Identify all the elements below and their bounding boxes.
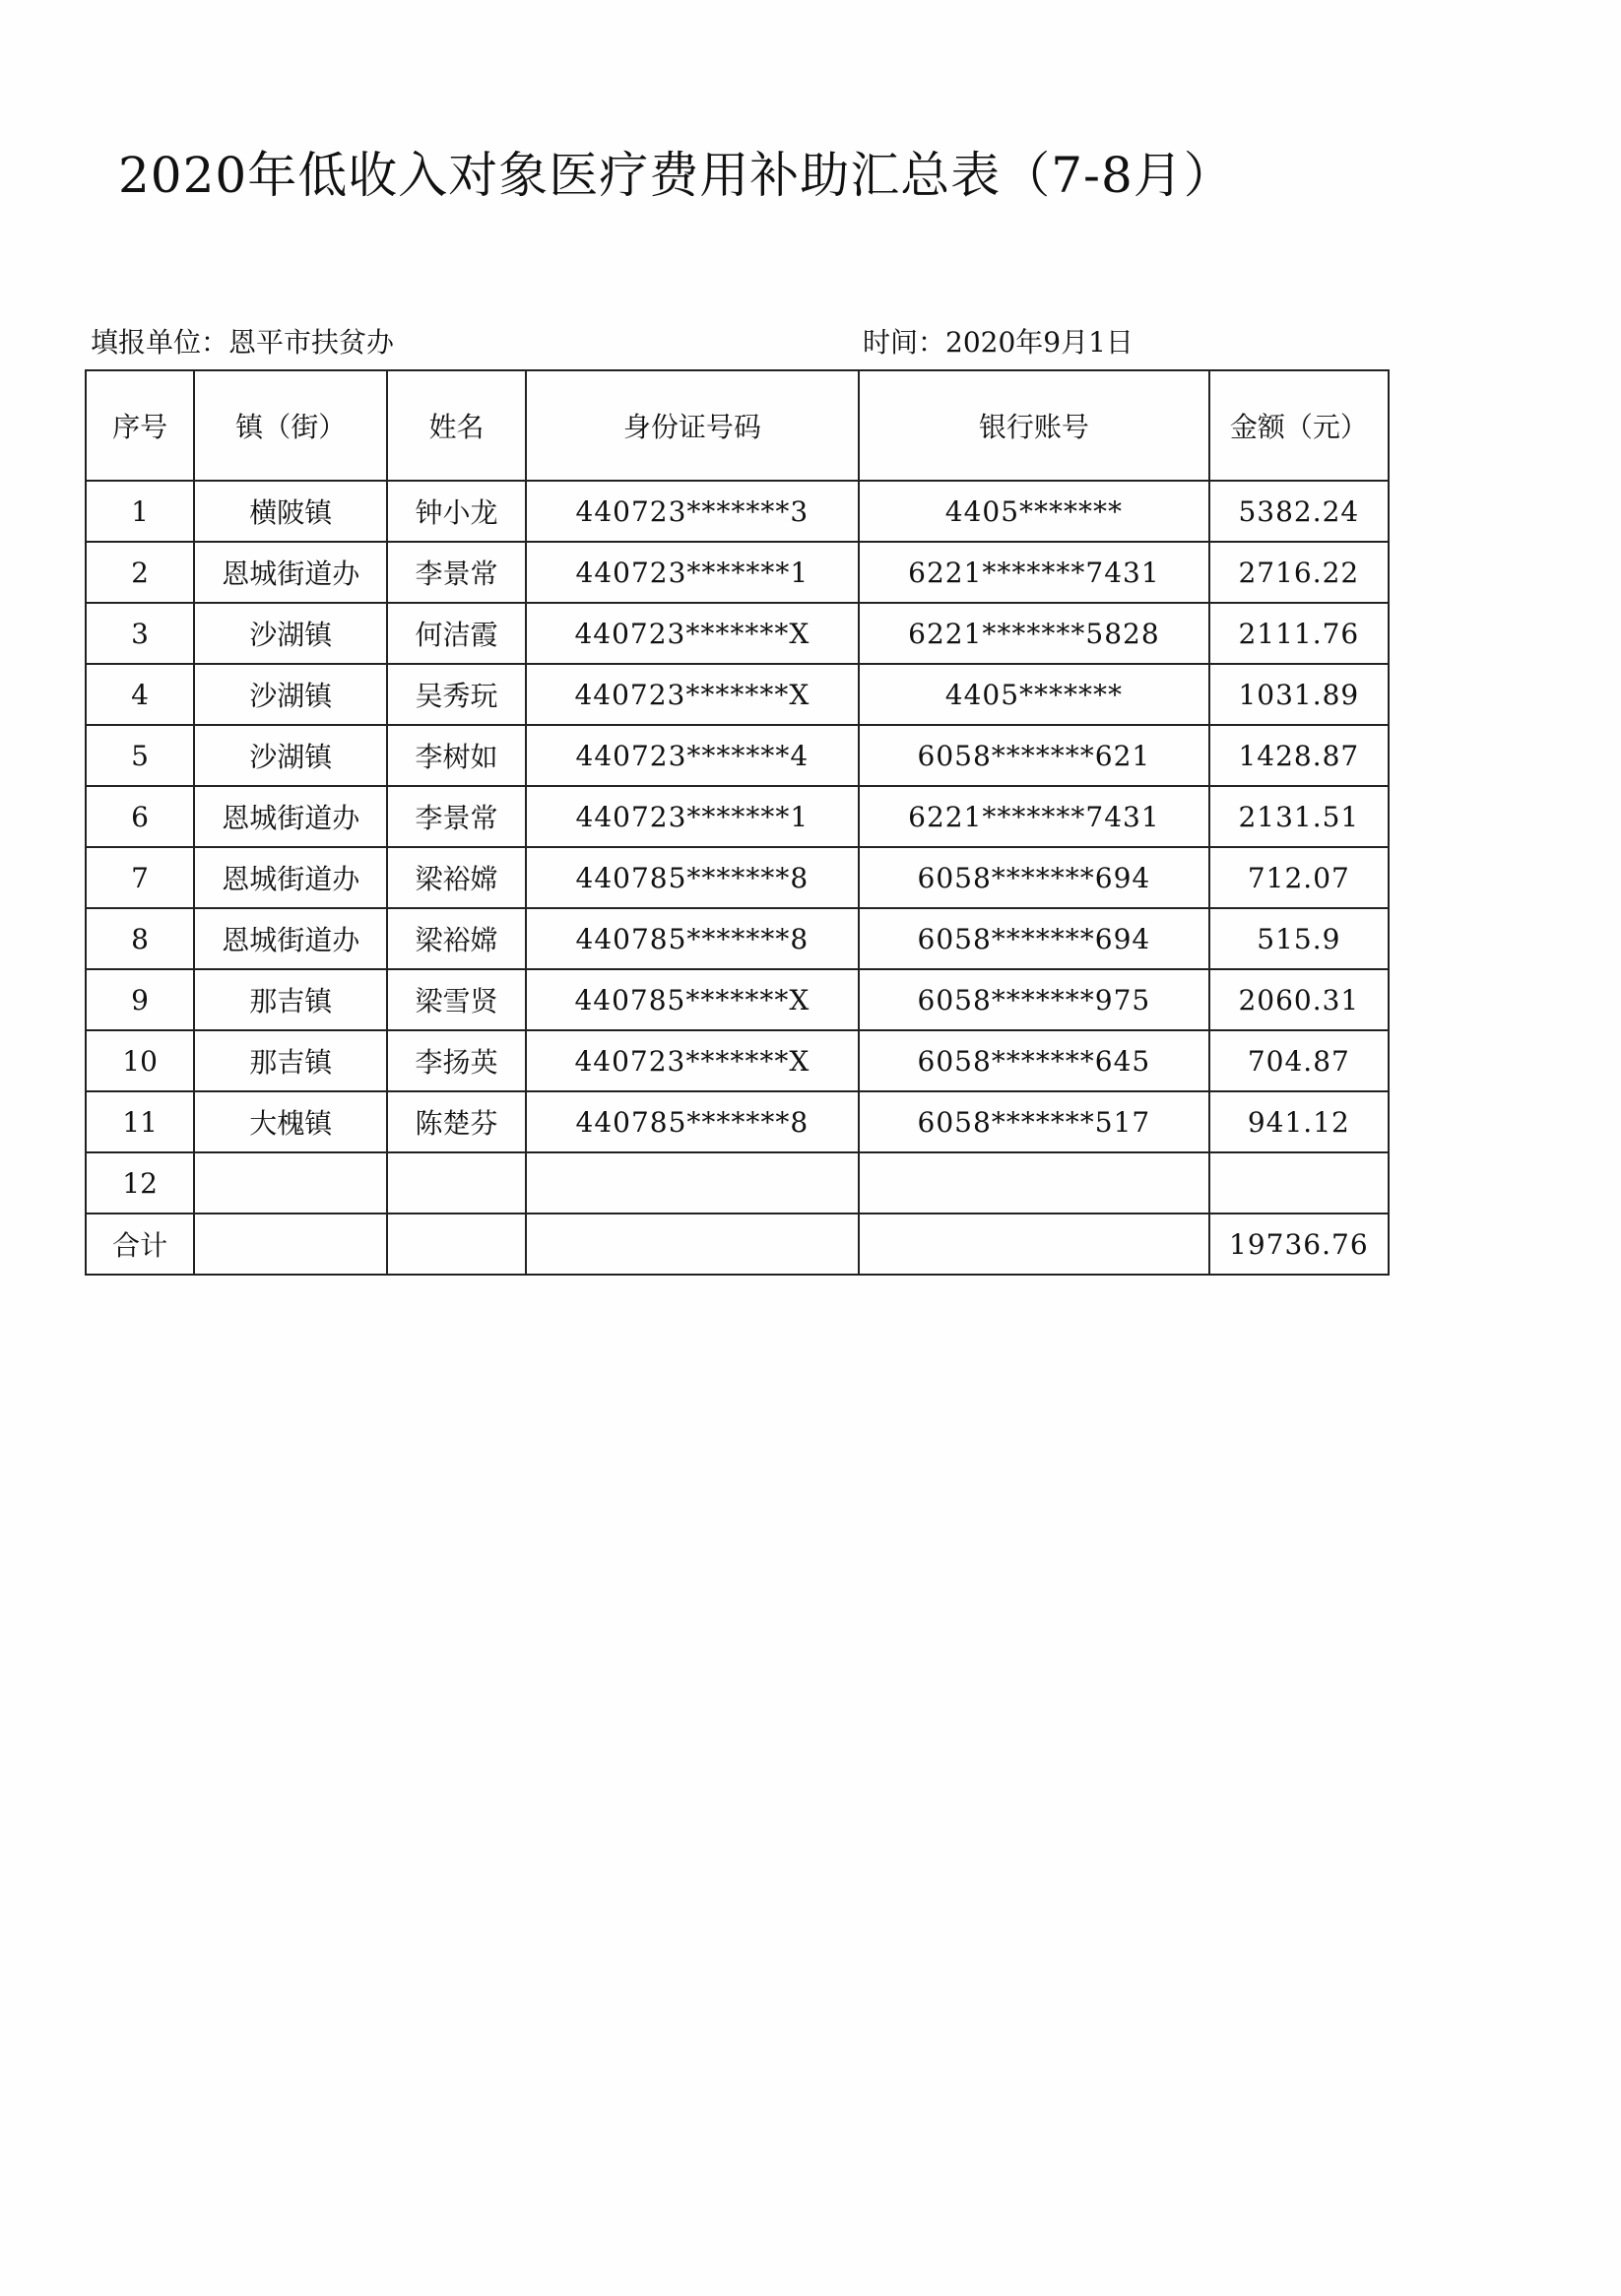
header-name: 姓名 (387, 370, 525, 481)
cell-bank-account: 6058*******694 (859, 908, 1209, 969)
cell-town: 横陂镇 (194, 481, 387, 542)
cell-id-number: 440785*******8 (526, 847, 860, 908)
cell-id-number: 440723*******X (526, 603, 860, 664)
cell-seq: 8 (86, 908, 194, 969)
cell-amount: 941.12 (1209, 1091, 1389, 1152)
cell-id-number: 440723*******1 (526, 786, 860, 847)
subsidy-summary-table (85, 369, 1390, 1276)
cell-town: 沙湖镇 (194, 664, 387, 725)
cell-amount: 2131.51 (1209, 786, 1389, 847)
total-amount: 19736.76 (1209, 1214, 1389, 1275)
cell-amount: 712.07 (1209, 847, 1389, 908)
total-label: 合计 (86, 1214, 194, 1275)
cell-town: 恩城街道办 (194, 786, 387, 847)
cell-name: 钟小龙 (387, 481, 525, 542)
cell-town: 恩城街道办 (194, 908, 387, 969)
cell-bank-account: 6221*******5828 (859, 603, 1209, 664)
cell-name: 李景常 (387, 542, 525, 603)
cell-seq: 3 (86, 603, 194, 664)
cell-town: 恩城街道办 (194, 542, 387, 603)
cell-id-number (526, 1152, 860, 1214)
cell-name: 梁裕嫦 (387, 908, 525, 969)
cell-town: 沙湖镇 (194, 603, 387, 664)
cell-bank-account: 6221*******7431 (859, 542, 1209, 603)
header-bank-account: 银行账号 (859, 370, 1209, 481)
cell-name: 李扬英 (387, 1030, 525, 1091)
total-empty-cell (859, 1214, 1209, 1275)
cell-bank-account: 6058*******645 (859, 1030, 1209, 1091)
table-row (86, 664, 1389, 725)
cell-bank-account (859, 1152, 1209, 1214)
cell-id-number: 440723*******3 (526, 481, 860, 542)
cell-seq: 4 (86, 664, 194, 725)
cell-name: 陈楚芬 (387, 1091, 525, 1152)
document-title: 2020年低收入对象医疗费用补助汇总表（7-8月） (118, 147, 1234, 204)
table-row (86, 908, 1389, 969)
cell-name (387, 1152, 525, 1214)
cell-town (194, 1152, 387, 1214)
table-row (86, 1091, 1389, 1152)
cell-amount: 1428.87 (1209, 725, 1389, 786)
cell-amount: 515.9 (1209, 908, 1389, 969)
table-row (86, 847, 1389, 908)
cell-name: 何洁霞 (387, 603, 525, 664)
cell-name: 梁裕嫦 (387, 847, 525, 908)
cell-amount: 704.87 (1209, 1030, 1389, 1091)
cell-amount (1209, 1152, 1389, 1214)
header-town: 镇（街） (194, 370, 387, 481)
total-row (86, 1214, 1389, 1275)
total-empty-cell (194, 1214, 387, 1275)
cell-town: 沙湖镇 (194, 725, 387, 786)
cell-town: 那吉镇 (194, 969, 387, 1030)
cell-seq: 6 (86, 786, 194, 847)
cell-id-number: 440723*******4 (526, 725, 860, 786)
report-date: 时间：2020年9月1日 (863, 326, 1134, 359)
cell-seq: 7 (86, 847, 194, 908)
cell-seq: 5 (86, 725, 194, 786)
cell-seq: 10 (86, 1030, 194, 1091)
table-row (86, 786, 1389, 847)
table-body (86, 481, 1389, 1214)
table-row (86, 603, 1389, 664)
cell-bank-account: 6058*******517 (859, 1091, 1209, 1152)
cell-town: 恩城街道办 (194, 847, 387, 908)
cell-id-number: 440785*******X (526, 969, 860, 1030)
cell-id-number: 440723*******X (526, 664, 860, 725)
cell-bank-account: 6058*******621 (859, 725, 1209, 786)
table-row (86, 1030, 1389, 1091)
total-empty-cell (526, 1214, 860, 1275)
header-amount: 金额（元） (1209, 370, 1389, 481)
cell-town: 大槐镇 (194, 1091, 387, 1152)
cell-amount: 2716.22 (1209, 542, 1389, 603)
table-row (86, 481, 1389, 542)
cell-id-number: 440785*******8 (526, 1091, 860, 1152)
cell-bank-account: 6058*******694 (859, 847, 1209, 908)
cell-name: 梁雪贤 (387, 969, 525, 1030)
cell-id-number: 440723*******X (526, 1030, 860, 1091)
cell-seq: 9 (86, 969, 194, 1030)
cell-id-number: 440785*******8 (526, 908, 860, 969)
cell-bank-account: 6221*******7431 (859, 786, 1209, 847)
cell-name: 李景常 (387, 786, 525, 847)
table-row (86, 542, 1389, 603)
cell-amount: 5382.24 (1209, 481, 1389, 542)
table-row (86, 1152, 1389, 1214)
cell-bank-account: 6058*******975 (859, 969, 1209, 1030)
header-id-number: 身份证号码 (526, 370, 860, 481)
cell-seq: 11 (86, 1091, 194, 1152)
cell-bank-account: 4405******* (859, 664, 1209, 725)
total-empty-cell (387, 1214, 525, 1275)
cell-amount: 2060.31 (1209, 969, 1389, 1030)
cell-seq: 12 (86, 1152, 194, 1214)
cell-seq: 2 (86, 542, 194, 603)
cell-amount: 1031.89 (1209, 664, 1389, 725)
table-row (86, 725, 1389, 786)
cell-id-number: 440723*******1 (526, 542, 860, 603)
table-row (86, 969, 1389, 1030)
cell-amount: 2111.76 (1209, 603, 1389, 664)
cell-name: 吴秀玩 (387, 664, 525, 725)
header-seq: 序号 (86, 370, 194, 481)
reporting-unit: 填报单位：恩平市扶贫办 (91, 326, 395, 359)
cell-town: 那吉镇 (194, 1030, 387, 1091)
cell-seq: 1 (86, 481, 194, 542)
cell-bank-account: 4405******* (859, 481, 1209, 542)
table-header-row (86, 370, 1389, 481)
cell-name: 李树如 (387, 725, 525, 786)
